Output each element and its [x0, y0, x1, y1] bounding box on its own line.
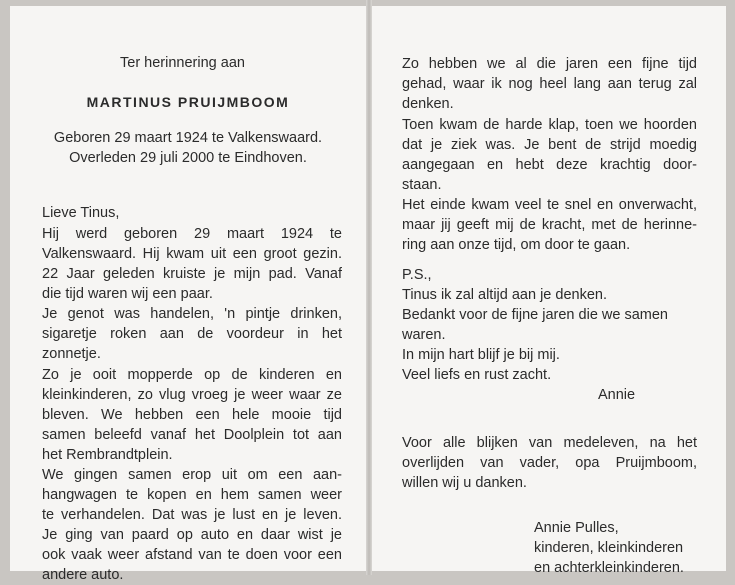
- thanks-line: willen wij u danken.: [402, 475, 527, 491]
- intro-text: Ter herinnering aan: [120, 55, 245, 71]
- body-line: Hij werd geboren 29 maart 1924 te: [42, 226, 342, 242]
- body-line: het Rembrandtplein.: [42, 447, 173, 463]
- body-line: denken.: [402, 96, 454, 112]
- body-line: samen beleefd vanaf het Doolplein tot aan: [42, 427, 342, 443]
- body-line: Je genot was handelen, 'n pintje drinken,: [42, 306, 342, 322]
- body-line: 22 Jaar geleden kruiste je mijn pad. Vanaf: [42, 266, 342, 282]
- greeting: Lieve Tinus,: [42, 205, 120, 221]
- body-line: bleven. We hebben een hele mooie tijd: [42, 407, 342, 423]
- body-line: Je ging van paard op auto en daar wist je: [42, 527, 342, 543]
- body-line: Zo hebben we al die jaren een fijne tijd: [402, 56, 697, 72]
- body-line: Valkenswaard. Hij kwam uit een groot gezin.: [42, 246, 342, 262]
- family-line: kinderen, kleinkinderen: [534, 540, 684, 556]
- body-line: staan.: [402, 177, 442, 193]
- left-page: [10, 6, 366, 583]
- body-line: ring aan onze tijd, om door te gaan.: [402, 237, 631, 253]
- body-line: te verhandelen. Dat was je lust en je leven.: [42, 507, 342, 523]
- right-page: [372, 6, 726, 576]
- family-line: en achterkleinkinderen.: [534, 560, 684, 576]
- ps-label: P.S.,: [402, 267, 432, 283]
- body-line: ook vaak weer afstand van te doen voor een: [42, 547, 342, 563]
- body-line: Zo je ooit mopperde op de kinderen en: [42, 367, 342, 383]
- body-line: aangegaan en hebt deze krachtig door-: [402, 157, 697, 173]
- body-line: sigaretje roken aan de voordeur in het: [42, 326, 342, 342]
- ps-line: Bedankt voor de fijne jaren die we samen: [402, 307, 668, 323]
- ps-line: In mijn hart blijf je bij mij.: [402, 347, 560, 363]
- body-line: andere auto.: [42, 567, 124, 583]
- ps-line: Veel liefs en rust zacht.: [402, 367, 552, 383]
- body-line: dat je ziek was. Je bent de strijd moedig: [402, 137, 697, 153]
- ps-line: Tinus ik zal altijd aan je denken.: [402, 287, 607, 303]
- body-line: die tijd waren wij een paar.: [42, 286, 213, 302]
- deceased-name: MARTINUS PRUIJMBOOM: [86, 94, 290, 110]
- body-line: maar jij geeft mij de kracht, met de herinne-: [402, 217, 697, 233]
- thanks-line: overlijden van vader, opa Pruijmboom,: [402, 455, 697, 471]
- thanks-line: Voor alle blijken van medeleven, na het: [402, 435, 697, 451]
- body-line: gehad, waar ik nog heel lang aan terug zal: [402, 76, 697, 92]
- body-line: Toen kwam de harde klap, toen we hoorden: [402, 117, 697, 133]
- death-line: Overleden 29 juli 2000 te Eindhoven.: [69, 150, 307, 166]
- body-line: kleinkinderen, zo vlug vroeg je weer waar ze: [42, 387, 342, 403]
- family-line: Annie Pulles,: [534, 520, 619, 536]
- ps-signature: Annie: [598, 387, 636, 403]
- body-line: We gingen samen erop uit om een aan-: [42, 467, 342, 483]
- body-line: Het einde kwam veel te snel en onverwacht,: [402, 197, 697, 213]
- body-line: hangwagen te kopen en hem samen weer: [42, 487, 342, 503]
- ps-line: waren.: [402, 327, 446, 343]
- birth-line: Geboren 29 maart 1924 te Valkenswaard.: [53, 130, 323, 146]
- body-line: zonnetje.: [42, 346, 101, 362]
